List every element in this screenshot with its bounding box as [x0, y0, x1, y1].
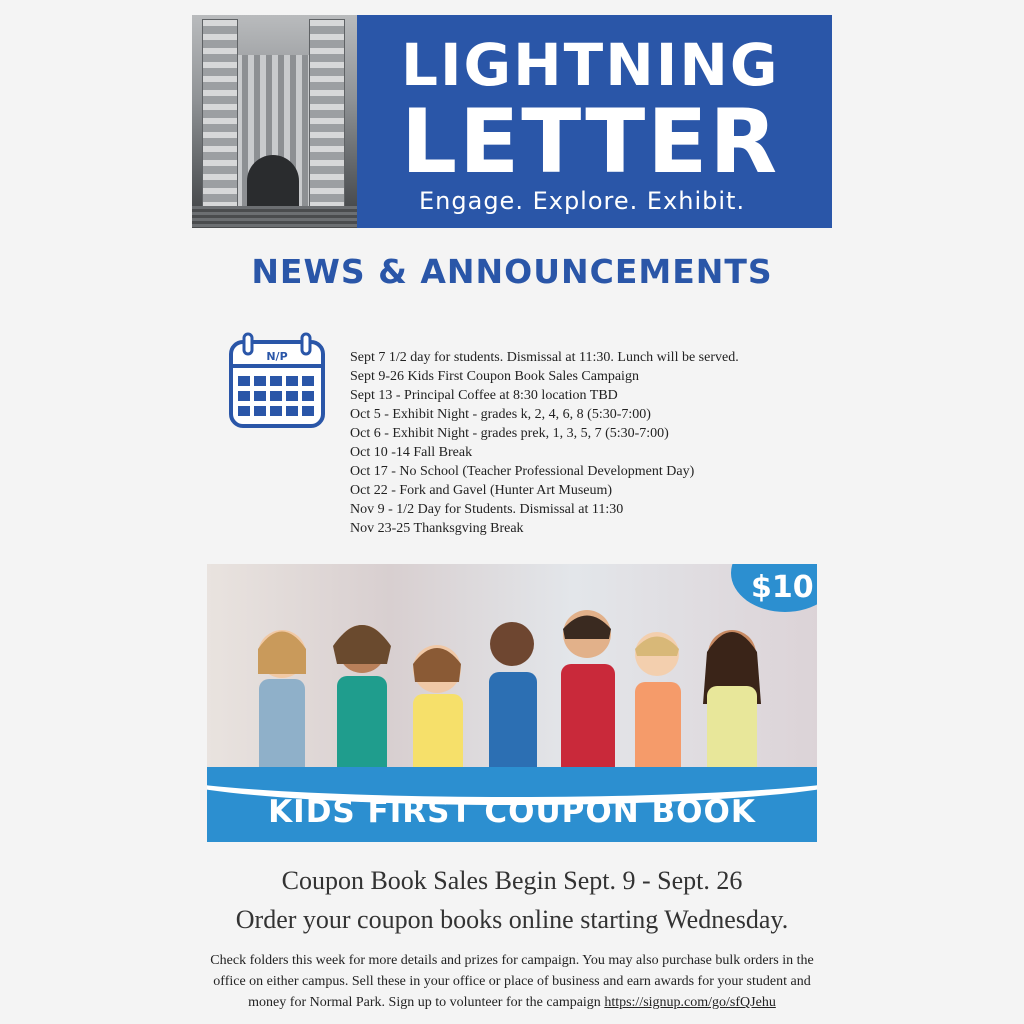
- event-item: Oct 22 - Fork and Gavel (Hunter Art Museum): [350, 483, 613, 498]
- banner-tagline: Engage. Explore. Exhibit.: [419, 187, 746, 215]
- order-online-headline: Order your coupon books online starting Wednesday.: [235, 905, 789, 934]
- left-tower: [202, 19, 238, 221]
- event-item: Nov 23-25 Thanksgving Break: [350, 521, 524, 536]
- campaign-details-text: Check folders this week for more details and prizes for campaign. You may also purchase bulk orders in the office on either campus. Sell these in your office or place of business and earn awards for your student and money for Normal Park. Sign up to volunteer for the campaign: [210, 953, 814, 1010]
- event-item: Oct 6 - Exhibit Night - grades prek, 1, 3, 5, 7 (5:30-7:00): [350, 426, 669, 441]
- sales-dates-headline: Coupon Book Sales Begin Sept. 9 - Sept. 26: [281, 866, 743, 895]
- coupon-book-banner[interactable]: [207, 564, 817, 842]
- banner-title-line2: LETTER: [401, 90, 780, 193]
- event-item: Sept 13 - Principal Coffee at 8:30 location TBD: [350, 388, 618, 403]
- volunteer-signup-link[interactable]: https://signup.com/go/sfQJehu: [604, 995, 776, 1010]
- banner-title-line1: LIGHTNING: [401, 31, 780, 99]
- entrance-steps: [192, 206, 357, 228]
- event-item: Oct 5 - Exhibit Night - grades k, 2, 4, 6, 8 (5:30-7:00): [350, 407, 651, 422]
- banner-title-block: [357, 15, 832, 228]
- event-item: Sept 7 1/2 day for students. Dismissal at 11:30. Lunch will be served.: [350, 350, 739, 365]
- event-item: Oct 17 - No School (Teacher Professional Development Day): [350, 464, 695, 479]
- news-heading: NEWS & ANNOUNCEMENTS: [251, 252, 773, 291]
- school-building-photo: [192, 15, 357, 228]
- price-badge: $10: [731, 564, 817, 612]
- event-item: Sept 9-26 Kids First Coupon Book Sales Campaign: [350, 369, 639, 384]
- calendar-icon: [228, 332, 326, 430]
- calendar-grid: [238, 376, 314, 416]
- events-list: [350, 348, 820, 538]
- event-item: Oct 10 -14 Fall Break: [350, 445, 473, 460]
- calendar-icon-label: N/P: [266, 350, 288, 363]
- campaign-details: [200, 950, 824, 1013]
- right-tower: [309, 19, 345, 221]
- coupon-banner-title: KIDS FIRST COUPON BOOK: [268, 794, 756, 830]
- event-item: Nov 9 - 1/2 Day for Students. Dismissal at 11:30: [350, 502, 624, 517]
- header-banner: [192, 15, 832, 228]
